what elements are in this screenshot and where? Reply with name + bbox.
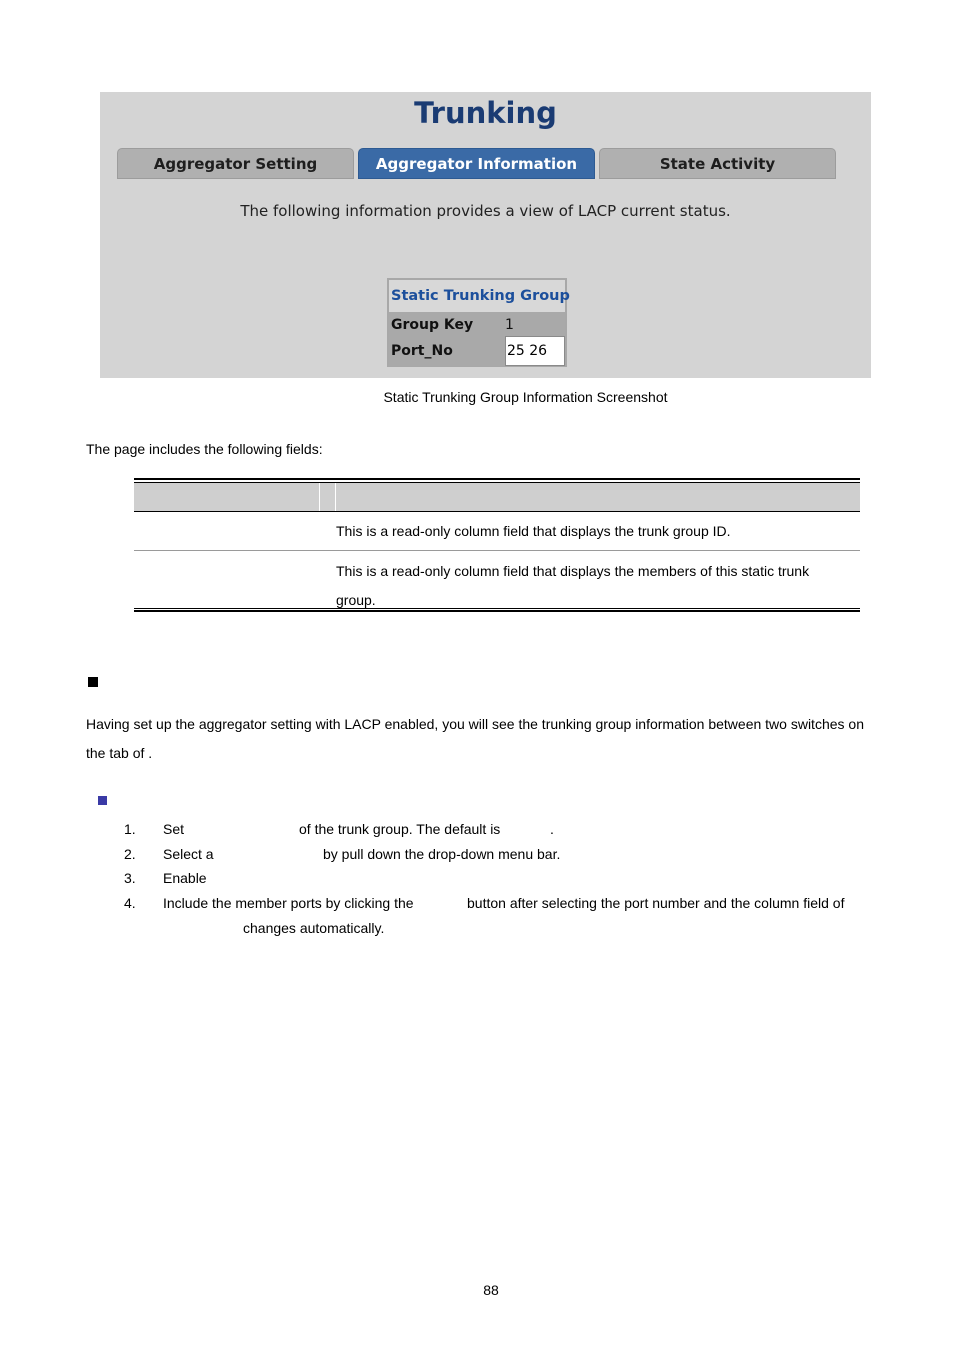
- table-header: [134, 483, 860, 511]
- step-text: changes automatically.: [243, 920, 385, 936]
- table-row-description: This is a read-only column field that displays the members of this static trunk group.: [336, 563, 810, 608]
- step-number: 1.: [124, 821, 136, 837]
- step-text: Select a: [163, 846, 214, 862]
- page-number: 88: [483, 1282, 499, 1298]
- step-text: button after selecting the port number and the column field of: [467, 895, 845, 911]
- trunking-screenshot: [100, 92, 871, 378]
- port-no-label: Port_No: [391, 343, 453, 359]
- step-text: .: [550, 821, 554, 837]
- square-bullet-icon: [88, 677, 98, 687]
- step-number: 2.: [124, 846, 136, 862]
- step-number: 3.: [124, 870, 136, 886]
- group-key-value: 1: [505, 317, 514, 333]
- header-rule: [134, 511, 860, 512]
- row-divider: [134, 550, 860, 551]
- header-divider: [335, 483, 336, 511]
- step-text: Set: [163, 821, 185, 837]
- port-no-value: 25 26: [505, 336, 565, 366]
- status-description: The following information provides a view of LACP current status.: [240, 202, 731, 220]
- group-key-row: [389, 312, 565, 338]
- step-text: by pull down the drop-down menu bar.: [323, 846, 561, 862]
- group-key-label: Group Key: [391, 317, 474, 333]
- step-number: 4.: [124, 895, 136, 911]
- body-paragraph: Having set up the aggregator setting with LACP enabled, you will see the trunking group information between two switches on the tab of .: [86, 716, 864, 761]
- static-trunking-group-table: [387, 278, 570, 367]
- table-row-description: This is a read-only column field that displays the trunk group ID.: [336, 523, 731, 539]
- group-table-heading: Static Trunking Group: [389, 280, 565, 312]
- intro-text: The page includes the following fields:: [86, 441, 323, 457]
- page-title: Trunking: [414, 96, 557, 130]
- table-top-rule: [134, 478, 860, 480]
- tab-aggregator-setting[interactable]: Aggregator Setting: [117, 148, 354, 179]
- table-bottom-rule: [134, 610, 860, 612]
- step-text: of the trunk group. The default is: [299, 821, 501, 837]
- step-text: Enable: [163, 870, 207, 886]
- fields-table: [134, 478, 860, 614]
- figure-caption: Static Trunking Group Information Screenshot: [383, 389, 668, 405]
- blue-square-bullet-icon: [98, 796, 107, 805]
- step-text: Include the member ports by clicking the: [163, 895, 414, 911]
- tab-aggregator-information[interactable]: Aggregator Information: [358, 148, 595, 179]
- port-no-row: [389, 336, 565, 366]
- table-bottom-rule-thin: [134, 608, 860, 609]
- tab-state-activity[interactable]: State Activity: [599, 148, 836, 179]
- header-divider: [319, 483, 320, 511]
